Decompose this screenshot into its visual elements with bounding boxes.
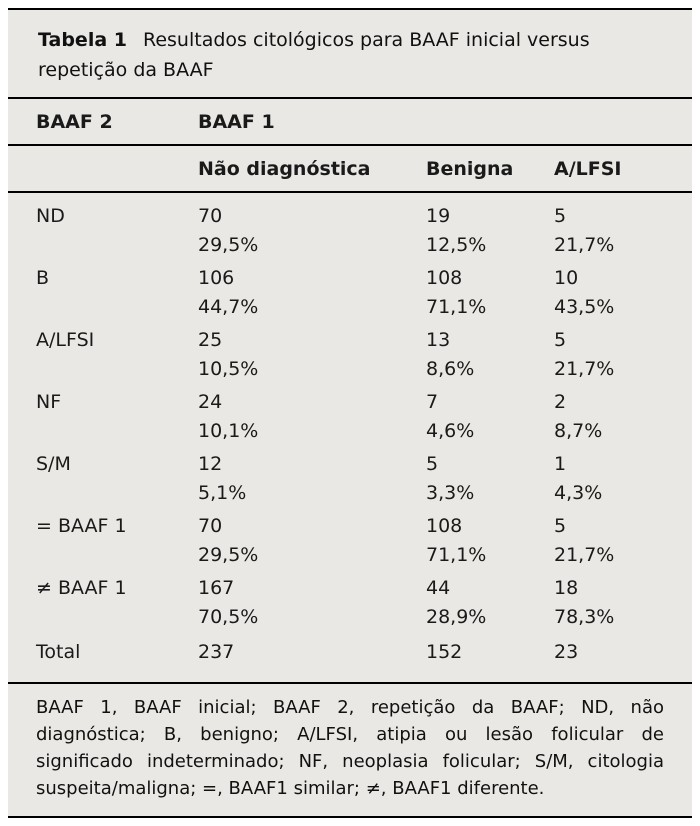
data-cell [554, 574, 664, 632]
cell-percent: 21,7% [554, 358, 615, 380]
data-cell [554, 264, 664, 322]
cell-value: 5 [554, 329, 567, 351]
cell-percent: 4,6% [426, 420, 475, 442]
data-cell [426, 574, 554, 632]
cell-value: 7 [426, 391, 439, 413]
group-header-row [36, 99, 664, 144]
cell-value: 167 [198, 577, 235, 599]
cell-value: 106 [198, 267, 235, 289]
data-cell [426, 202, 554, 260]
row-label: A/LFSI [36, 329, 95, 351]
cell-value: 44 [426, 577, 451, 599]
column-header: Benigna [426, 158, 514, 180]
cell-value: 5 [426, 453, 439, 475]
table-total-row [36, 634, 664, 678]
data-cell [198, 264, 426, 322]
cell-value: 152 [426, 641, 463, 663]
table-card [8, 8, 692, 818]
cell-value: 70 [198, 205, 223, 227]
data-cell [554, 326, 664, 384]
table-footnote: BAAF 1, BAAF inicial; BAAF 2, repetição da BAAF; ND, não diagnóstica; B, benigno; A/LFSI, atipia ou lesão folicular de significado indeterminado; NF, neoplasia folicular; S/M, citologia suspeita/maligna; =, BAAF1 similar; ≠, BAAF1 diferente. [36, 697, 664, 799]
cell-percent: 10,5% [198, 358, 259, 380]
cell-percent: 8,7% [554, 420, 603, 442]
cell-value: 25 [198, 329, 223, 351]
row-label: S/M [36, 453, 71, 475]
table-row [36, 510, 664, 572]
row-label: = BAAF 1 [36, 515, 127, 537]
data-cell [198, 574, 426, 632]
table-row [36, 262, 664, 324]
cell-percent: 71,1% [426, 296, 487, 318]
cell-value: 23 [554, 641, 579, 663]
data-cell [554, 388, 664, 446]
cell-value: 70 [198, 515, 223, 537]
data-cell [198, 202, 426, 260]
cell-value: 5 [554, 205, 567, 227]
cell-percent: 5,1% [198, 482, 247, 504]
column-header-row [36, 146, 664, 191]
cell-value: 108 [426, 267, 463, 289]
row-label: ND [36, 205, 65, 227]
column-header: A/LFSI [554, 158, 622, 180]
data-cell [426, 450, 554, 508]
column-header: Não diagnóstica [198, 158, 371, 180]
cell-value: 13 [426, 329, 451, 351]
table-row [36, 386, 664, 448]
cell-percent: 4,3% [554, 482, 603, 504]
cell-percent: 44,7% [198, 296, 259, 318]
row-label: B [36, 267, 50, 289]
table-row [36, 324, 664, 386]
data-cell [426, 512, 554, 570]
table-title-label: Tabela 1 [38, 29, 127, 51]
row-label: Total [36, 641, 81, 663]
cell-percent: 29,5% [198, 234, 259, 256]
data-cell [198, 326, 426, 384]
data-cell [198, 388, 426, 446]
cell-value: 12 [198, 453, 223, 475]
cell-percent: 8,6% [426, 358, 475, 380]
table-row [36, 200, 664, 262]
table-row [36, 448, 664, 510]
data-cell [426, 388, 554, 446]
row-label: ≠ BAAF 1 [36, 577, 127, 599]
table-title [36, 10, 664, 97]
data-cell [198, 450, 426, 508]
data-cell [554, 450, 664, 508]
cell-percent: 71,1% [426, 544, 487, 566]
column-header-spacer [36, 155, 198, 183]
cell-value: 108 [426, 515, 463, 537]
table-title-text: Resultados citológicos para BAAF inicial versus repetição da BAAF [38, 29, 590, 81]
data-cell [554, 512, 664, 570]
cell-percent: 21,7% [554, 234, 615, 256]
row-label: NF [36, 391, 62, 413]
cell-percent: 43,5% [554, 296, 615, 318]
cell-percent: 70,5% [198, 606, 259, 628]
cell-value: 1 [554, 453, 567, 475]
cell-percent: 12,5% [426, 234, 487, 256]
cell-percent: 3,3% [426, 482, 475, 504]
cell-percent: 10,1% [198, 420, 259, 442]
cell-percent: 28,9% [426, 606, 487, 628]
cell-value: 18 [554, 577, 579, 599]
data-cell [426, 264, 554, 322]
col-group-header: BAAF 1 [198, 111, 275, 133]
cell-percent: 21,7% [554, 544, 615, 566]
cell-value: 237 [198, 641, 235, 663]
cell-value: 10 [554, 267, 579, 289]
row-axis-header: BAAF 2 [36, 111, 113, 133]
cell-value: 2 [554, 391, 567, 413]
cell-percent: 29,5% [198, 544, 259, 566]
cell-value: 5 [554, 515, 567, 537]
data-cell [554, 202, 664, 260]
cell-value: 24 [198, 391, 223, 413]
table-row [36, 572, 664, 634]
cell-percent: 78,3% [554, 606, 615, 628]
data-cell [426, 326, 554, 384]
data-cell [198, 512, 426, 570]
cell-value: 19 [426, 205, 451, 227]
table-body [36, 193, 664, 682]
